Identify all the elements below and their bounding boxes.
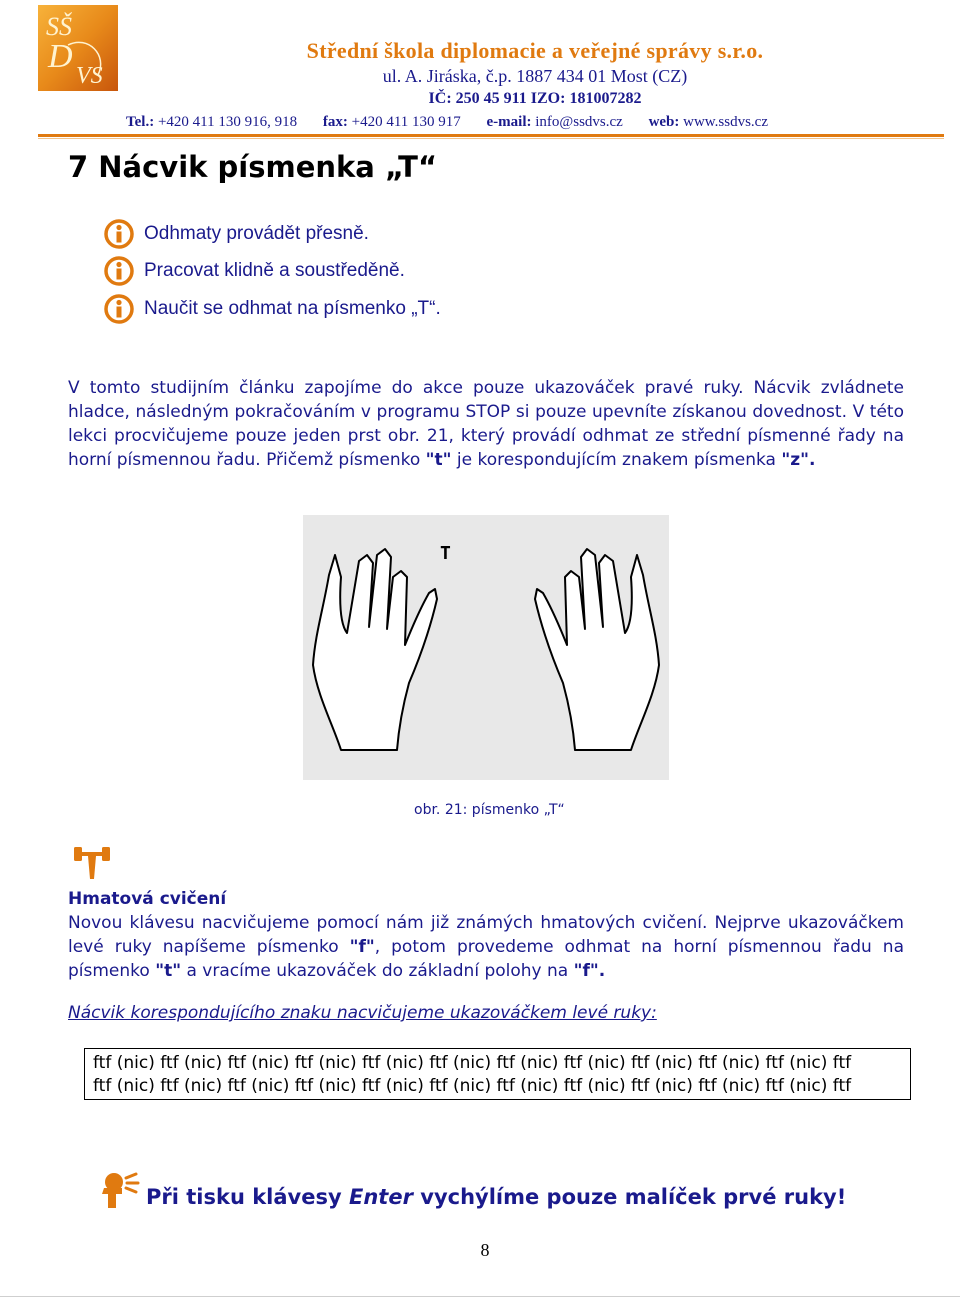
- email-link[interactable]: info@ssdvs.cz: [535, 114, 623, 130]
- exercise-bold-f2: "f".: [573, 961, 606, 981]
- hands-illustration: [303, 515, 669, 780]
- speaking-person-icon: [100, 1170, 146, 1210]
- info-icon: [104, 256, 134, 286]
- note-text: Při tisku klávesy: [146, 1185, 349, 1209]
- key-letter-label: T: [440, 543, 451, 564]
- svg-text:D: D: [48, 38, 73, 75]
- footer-divider: [0, 1296, 960, 1297]
- info-icon: [104, 294, 134, 324]
- header-divider-thin: [38, 138, 944, 139]
- dumbbell-icon: [72, 845, 112, 881]
- exercise-line: ftf (nic) ftf (nic) ftf (nic) ftf (nic) ftf (nic) ftf (nic) ftf (nic) ftf (nic) ftf (nic) ftf (nic) ftf (nic) ftf: [93, 1076, 852, 1096]
- tip-text: Odhmaty provádět přesně.: [144, 223, 369, 244]
- school-logo: [38, 5, 118, 91]
- exercise-box: [84, 1048, 911, 1100]
- intro-paragraph: [68, 376, 904, 472]
- hands-figure: [303, 515, 669, 780]
- email-label: e-mail:: [486, 114, 532, 130]
- note-key: Enter: [349, 1185, 413, 1209]
- note-text-2: vychýlíme pouze malíček prvé ruky!: [412, 1185, 847, 1209]
- svg-text:SŠ: SŠ: [46, 12, 72, 41]
- exercise-bold-t: "t": [155, 961, 182, 981]
- tip-item: [104, 256, 405, 286]
- figure-caption: obr. 21: písmenko „T“: [414, 802, 565, 818]
- page-title: 7 Nácvik písmenka „T“: [68, 150, 437, 184]
- tip-text: Naučit se odhmat na písmenko „T“.: [144, 298, 441, 319]
- tip-text: Pracovat klidně a soustředěně.: [144, 260, 405, 281]
- page-number: 8: [480, 1240, 490, 1260]
- exercise-line: ftf (nic) ftf (nic) ftf (nic) ftf (nic) ftf (nic) ftf (nic) ftf (nic) ftf (nic) ftf (nic) ftf (nic) ftf (nic) ftf: [93, 1053, 852, 1073]
- fax-label: fax:: [322, 114, 348, 130]
- info-icon: [104, 219, 134, 249]
- intro-text: V tomto studijním článku zapojíme do akce pouze ukazováček pravé ruky. Nácvik zvládnete hladce, následným pokračováním v programu STOP si pouze upevníte získanou dovednost. V této lekci procvičujeme pouze jeden prst obr. 21, který provádí odhmat ze střední písmenné řady na horní písmennou řadu. Přičemž písmenko: [68, 378, 904, 470]
- intro-bold-z: "z".: [781, 450, 816, 470]
- intro-text-2: je korespondujícím znakem písmenka: [451, 450, 782, 470]
- tip-item: [104, 294, 441, 324]
- fax-value: +420 411 130 917: [351, 114, 461, 130]
- header-divider: [38, 134, 944, 137]
- exercise-text-2: , potom provedeme odhmat na horní písmennou řadu na písmenko: [68, 937, 904, 981]
- contact-line: [126, 114, 956, 131]
- tel-value: +420 411 130 916, 918: [157, 114, 298, 130]
- exercise-text: Novou klávesu nacvičujeme pomocí nám již známých hmatových cvičení. Nejprve ukazováčkem levé ruky napíšeme písmenko: [68, 913, 904, 957]
- intro-bold-t: "t": [425, 450, 452, 470]
- exercise-heading: Nácvik korespondujícího znaku nacvičujeme ukazováčkem levé ruky:: [68, 1003, 657, 1023]
- section-title: Hmatová cvičení: [68, 889, 227, 909]
- enter-key-note: [146, 1185, 846, 1209]
- school-name: Střední škola diplomacie a veřejné správy s.r.o.: [306, 38, 764, 63]
- tel-label: Tel.:: [126, 114, 155, 130]
- tip-item: [104, 219, 369, 249]
- exercise-paragraph: [68, 911, 904, 983]
- web-link[interactable]: www.ssdvs.cz: [683, 114, 768, 130]
- svg-text:VS: VS: [76, 63, 103, 89]
- school-address: ul. A. Jiráska, č.p. 1887 434 01 Most (CZ): [382, 66, 688, 86]
- school-ids: IČ: 250 45 911 IZO: 181007282: [428, 90, 642, 107]
- exercise-text-3: a vracíme ukazováček do základní polohy na: [181, 961, 574, 981]
- exercise-bold-f: "f": [349, 937, 375, 957]
- web-label: web:: [648, 114, 680, 130]
